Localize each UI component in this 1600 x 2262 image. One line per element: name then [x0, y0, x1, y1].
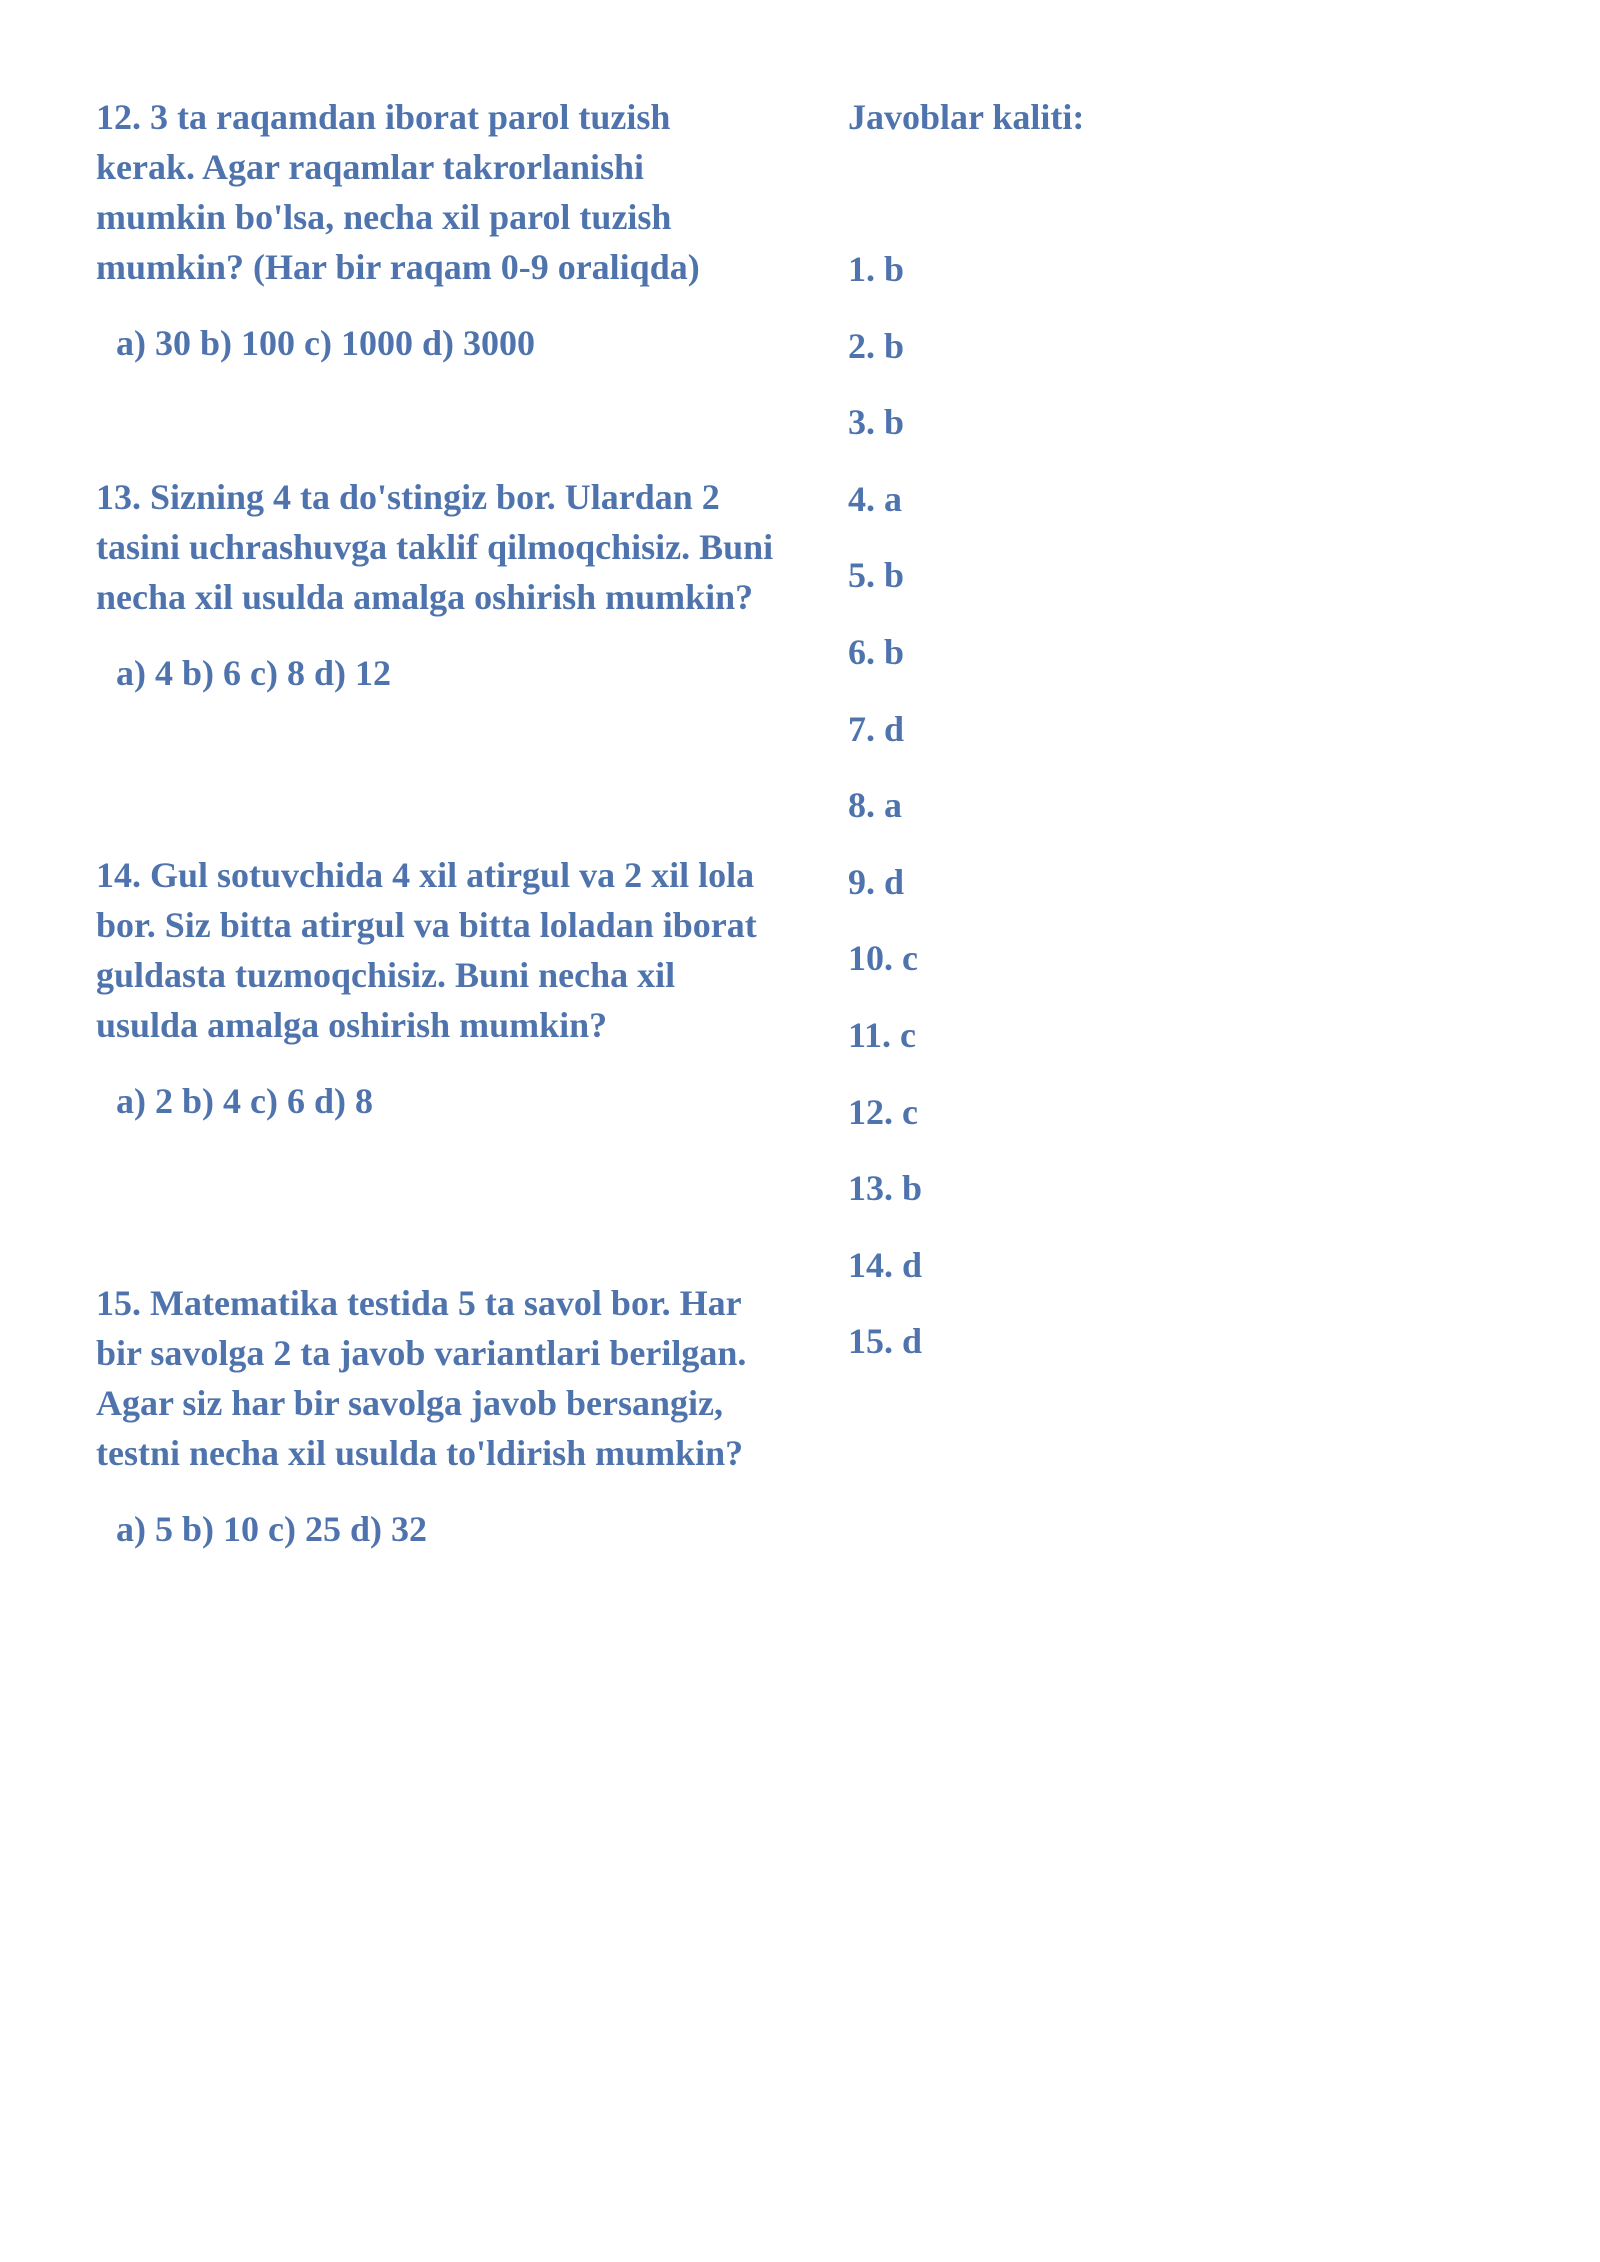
answer-list [848, 244, 1248, 1393]
question-text: 12. 3 ta raqamdan iborat parol tuzish kerak. Agar raqamlar takrorlanishi mumkin bo'lsa, necha xil parol tuzish mumkin? (Har bir raqam 0-9 oraliqda) [96, 97, 700, 287]
answer-item: 8. a [848, 785, 902, 826]
question-options: a) 2 b) 4 c) 6 d) 8 [116, 1081, 373, 1121]
answer-item: 12. c [848, 1091, 918, 1132]
answer-item: 14. d [848, 1244, 923, 1285]
answer-item: 7. d [848, 708, 905, 749]
question-options: a) 4 b) 6 c) 8 d) 12 [116, 653, 391, 693]
question-options: a) 30 b) 100 c) 1000 d) 3000 [116, 323, 535, 363]
question-12 [96, 92, 776, 472]
question-13 [96, 472, 776, 850]
answer-item: 10. c [848, 938, 918, 979]
question-text: 14. Gul sotuvchida 4 xil atirgul va 2 xil lola bor. Siz bitta atirgul va bitta loladan iborat guldasta tuzmoqchisiz. Buni necha xil usulda amalga oshirish mumkin? [96, 855, 757, 1045]
question-15 [96, 1278, 776, 1554]
question-text: 15. Matematika testida 5 ta savol bor. Har bir savolga 2 ta javob variantlari berilgan. Agar siz har bir savolga javob bersangiz, testni necha xil usulda to'ldirish mumkin? [96, 1283, 747, 1473]
answer-item: 13. b [848, 1168, 923, 1209]
question-options: a) 5 b) 10 c) 25 d) 32 [116, 1509, 427, 1549]
answer-item: 4. a [848, 478, 902, 519]
answer-item: 3. b [848, 402, 905, 443]
answer-item: 11. c [848, 1014, 916, 1055]
question-text: 13. Sizning 4 ta do'stingiz bor. Ulardan 2 tasini uchrashuvga taklif qilmoqchisiz. Buni necha xil usulda amalga oshirish mumkin? [96, 477, 774, 617]
answer-item: 15. d [848, 1321, 923, 1362]
question-14 [96, 850, 776, 1278]
answer-item: 2. b [848, 325, 905, 366]
answer-item: 1. b [848, 249, 905, 289]
answer-item: 5. b [848, 555, 905, 596]
answer-item: 6. b [848, 631, 905, 672]
questions-column [96, 92, 776, 1554]
answer-key-title: Javoblar kaliti: [848, 97, 1085, 137]
answer-item: 9. d [848, 861, 905, 902]
answer-key [848, 92, 1248, 1393]
